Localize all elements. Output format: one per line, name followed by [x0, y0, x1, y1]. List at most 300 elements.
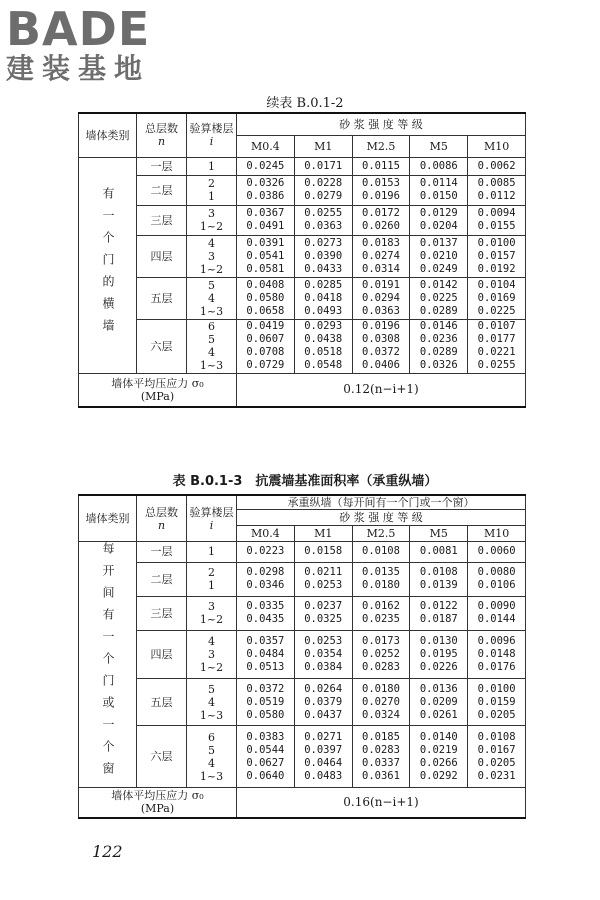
calc-floor: 1~3	[199, 769, 224, 783]
value: 0.0235	[362, 613, 400, 626]
value: 0.0326	[246, 177, 285, 189]
value: 0.0493	[304, 304, 343, 317]
value-cell	[294, 319, 352, 373]
value: 0.0210	[419, 249, 458, 262]
value: 0.0245	[246, 159, 285, 172]
grade-header: M10	[468, 135, 526, 157]
value: 0.0541	[246, 249, 285, 262]
value: 0.0464	[304, 756, 343, 769]
value: 0.0136	[419, 682, 458, 695]
value: 0.0228	[304, 177, 343, 189]
value: 0.0640	[246, 769, 285, 782]
calc-floor: 6	[208, 320, 215, 333]
data-row	[79, 630, 526, 678]
grade-header: M0.4	[237, 526, 295, 542]
grade-header: M0.4	[237, 135, 295, 157]
value: 0.0386	[246, 190, 285, 202]
value: 0.0260	[362, 220, 400, 232]
calc-floor: 1	[208, 190, 215, 203]
value-cell	[237, 157, 295, 175]
value: 0.0080	[477, 566, 516, 579]
value: 0.0157	[477, 249, 516, 262]
value-cell	[294, 277, 352, 319]
value: 0.0289	[419, 304, 458, 317]
header-calc	[187, 113, 237, 157]
calc-floor: 1~3	[199, 304, 224, 318]
value-cell	[237, 319, 295, 373]
value: 0.0283	[362, 743, 400, 756]
logo	[6, 2, 151, 86]
category-text: 每开间有一个门或一个窗	[101, 542, 115, 784]
data-row	[79, 542, 526, 563]
value: 0.0252	[362, 647, 400, 660]
calc-floor: 5	[208, 682, 215, 696]
value: 0.0081	[419, 545, 458, 558]
value: 0.0100	[477, 682, 516, 695]
value-cell	[352, 630, 410, 678]
value: 0.0196	[362, 320, 400, 332]
value: 0.0237	[304, 600, 343, 613]
floor-label: 四层	[137, 630, 187, 678]
value: 0.0205	[477, 756, 516, 769]
value: 0.0293	[304, 320, 343, 332]
value: 0.0130	[419, 634, 458, 647]
value: 0.0384	[304, 660, 343, 673]
header-floors-symbol: n	[157, 135, 166, 149]
value-cell	[237, 726, 295, 788]
footer-row	[79, 788, 526, 818]
value: 0.0483	[304, 769, 343, 782]
header-category: 墙体类别	[79, 495, 137, 542]
value: 0.0581	[246, 262, 285, 275]
value: 0.0255	[304, 207, 343, 219]
value: 0.0114	[419, 177, 458, 189]
calc-floor: 2	[208, 566, 215, 580]
value: 0.0253	[304, 634, 343, 647]
logo-text: BADE	[6, 2, 151, 56]
value-cell	[468, 175, 526, 205]
header-category: 墙体类别	[79, 113, 137, 157]
calc-floor-cell	[187, 235, 237, 277]
value: 0.0491	[246, 220, 285, 232]
calc-floor: 1~2	[199, 613, 224, 627]
value-cell	[237, 205, 295, 235]
floor-label: 四层	[137, 235, 187, 277]
value-cell	[352, 277, 410, 319]
value: 0.0155	[477, 220, 516, 232]
value-cell	[352, 235, 410, 277]
value: 0.0172	[362, 207, 400, 219]
logo-subtitle: 建装基地	[6, 52, 151, 85]
calc-floor: 4	[208, 756, 215, 770]
header-row	[79, 495, 526, 510]
value: 0.0150	[419, 190, 458, 202]
value-cell	[237, 678, 295, 726]
table1-caption: 续表 B.0.1-2	[266, 96, 344, 111]
value: 0.0438	[304, 333, 343, 345]
value: 0.0266	[419, 756, 458, 769]
value: 0.0484	[246, 647, 285, 660]
value-cell	[294, 157, 352, 175]
data-row	[79, 319, 526, 373]
footer-label-text: 墙体平均压应力 σ₀	[111, 376, 204, 390]
value: 0.0225	[419, 291, 458, 304]
value: 0.0289	[419, 346, 458, 358]
value-cell	[237, 175, 295, 205]
value: 0.0158	[304, 545, 343, 558]
value-cell	[468, 319, 526, 373]
value: 0.0090	[477, 600, 516, 613]
value: 0.0363	[362, 304, 400, 317]
footer-formula: 0.12(n−i+1)	[237, 373, 526, 407]
value: 0.0122	[419, 600, 458, 613]
value: 0.0140	[419, 730, 458, 743]
value: 0.0544	[246, 743, 285, 756]
calc-floor-cell	[187, 562, 237, 596]
value: 0.0112	[477, 190, 516, 202]
value: 0.0285	[304, 278, 343, 291]
value: 0.0255	[477, 359, 516, 371]
value: 0.0094	[477, 207, 516, 219]
footer-unit: (MPa)	[140, 389, 175, 403]
category-cell	[79, 157, 137, 373]
calc-floor: 5	[208, 333, 215, 346]
calc-floor: 2	[208, 177, 215, 190]
header-floors-symbol: n	[157, 518, 166, 532]
value: 0.0129	[419, 207, 458, 219]
header-group: 承重纵墙（每开间有一个门或一个窗）	[237, 495, 526, 510]
value: 0.0324	[362, 708, 400, 721]
calc-floor: 1	[208, 545, 215, 559]
header-calc-label: 验算楼层	[189, 122, 234, 136]
value: 0.0391	[246, 236, 285, 249]
grade-header: M5	[410, 135, 468, 157]
calc-floor-cell	[187, 319, 237, 373]
calc-floor-cell	[187, 596, 237, 630]
value: 0.0383	[246, 730, 285, 743]
value: 0.0357	[246, 634, 285, 647]
value-cell	[237, 562, 295, 596]
calc-floor: 1	[208, 159, 215, 173]
value-cell	[410, 319, 468, 373]
value: 0.0607	[246, 333, 285, 345]
calc-floor: 1~2	[199, 660, 224, 674]
data-row	[79, 678, 526, 726]
header-calc-label: 验算楼层	[189, 505, 234, 519]
value: 0.0264	[304, 682, 343, 695]
value: 0.0335	[246, 600, 285, 613]
value-cell	[352, 562, 410, 596]
value: 0.0337	[362, 756, 400, 769]
value: 0.0325	[304, 613, 343, 626]
value-cell	[410, 205, 468, 235]
value: 0.0196	[362, 190, 400, 202]
value-cell	[410, 175, 468, 205]
calc-floor-cell	[187, 726, 237, 788]
calc-floor: 1~3	[199, 708, 224, 722]
header-floors-label: 总层数	[145, 505, 178, 519]
value-cell	[294, 726, 352, 788]
value: 0.0397	[304, 743, 343, 756]
grade-header: M5	[410, 526, 468, 542]
header-calc-symbol: i	[209, 518, 214, 532]
value-cell	[294, 235, 352, 277]
header-calc	[187, 495, 237, 542]
table2-caption: 表 B.0.1-3 抗震墙基准面积率（承重纵墙）	[172, 474, 438, 489]
value: 0.0279	[304, 190, 343, 202]
value-cell	[352, 205, 410, 235]
footer-label	[79, 373, 237, 407]
value: 0.0180	[362, 682, 400, 695]
calc-floor: 5	[208, 278, 215, 292]
value: 0.0219	[419, 743, 458, 756]
floor-label: 二层	[137, 175, 187, 205]
value: 0.0708	[246, 346, 285, 358]
value: 0.0146	[419, 320, 458, 332]
value-cell	[294, 596, 352, 630]
value: 0.0223	[246, 545, 285, 558]
footer-label	[79, 788, 237, 818]
value: 0.0437	[304, 708, 343, 721]
value: 0.0406	[362, 359, 400, 371]
value: 0.0159	[477, 695, 516, 708]
value: 0.0326	[419, 359, 458, 371]
value: 0.0292	[419, 769, 458, 782]
value-cell	[237, 630, 295, 678]
calc-floor: 6	[208, 730, 215, 744]
value-cell	[294, 630, 352, 678]
value-cell	[352, 596, 410, 630]
value-cell	[410, 157, 468, 175]
value-cell	[410, 562, 468, 596]
value: 0.0173	[362, 634, 400, 647]
data-row	[79, 562, 526, 596]
calc-floor-cell	[187, 630, 237, 678]
value-cell	[410, 235, 468, 277]
value: 0.0195	[419, 647, 458, 660]
value: 0.0236	[419, 333, 458, 345]
value: 0.0142	[419, 278, 458, 291]
data-row	[79, 205, 526, 235]
value-cell	[237, 235, 295, 277]
value-cell	[468, 562, 526, 596]
floor-label: 二层	[137, 562, 187, 596]
value: 0.0261	[419, 708, 458, 721]
value: 0.0379	[304, 695, 343, 708]
calc-floor-cell	[187, 678, 237, 726]
calc-floor: 1~2	[199, 262, 224, 276]
value: 0.0354	[304, 647, 343, 660]
value: 0.0139	[419, 579, 458, 592]
table-b013	[78, 494, 526, 819]
value: 0.0148	[477, 647, 516, 660]
value: 0.0085	[477, 177, 516, 189]
value: 0.0144	[477, 613, 516, 626]
value-cell	[468, 235, 526, 277]
value: 0.0137	[419, 236, 458, 249]
value: 0.0372	[246, 682, 285, 695]
table1-body	[79, 113, 526, 407]
value: 0.0435	[246, 613, 285, 626]
calc-floor: 5	[208, 743, 215, 757]
floor-label: 一层	[137, 157, 187, 175]
value: 0.0185	[362, 730, 400, 743]
header-row	[79, 113, 526, 135]
data-row	[79, 596, 526, 630]
calc-floor: 1~2	[199, 220, 224, 233]
value: 0.0519	[246, 695, 285, 708]
calc-floor: 4	[208, 695, 215, 709]
value: 0.0104	[477, 278, 516, 291]
footer-unit: (MPa)	[140, 802, 175, 816]
calc-floor-cell	[187, 205, 237, 235]
value: 0.0191	[362, 278, 400, 291]
data-row	[79, 726, 526, 788]
calc-floor: 4	[208, 346, 215, 359]
value-cell	[410, 542, 468, 563]
value-cell	[352, 319, 410, 373]
value: 0.0204	[419, 220, 458, 232]
value-cell	[352, 726, 410, 788]
floor-label: 一层	[137, 542, 187, 563]
value-cell	[468, 726, 526, 788]
value: 0.0273	[304, 236, 343, 249]
value: 0.0211	[304, 566, 343, 579]
value-cell	[410, 678, 468, 726]
value-cell	[468, 277, 526, 319]
value: 0.0106	[477, 579, 516, 592]
value: 0.0363	[304, 220, 343, 232]
value: 0.0225	[477, 304, 516, 317]
value: 0.0060	[477, 545, 516, 558]
value: 0.0408	[246, 278, 285, 291]
value: 0.0108	[477, 730, 516, 743]
value: 0.0308	[362, 333, 400, 345]
grade-header: M10	[468, 526, 526, 542]
calc-floor-cell	[187, 277, 237, 319]
data-row	[79, 235, 526, 277]
value: 0.0086	[419, 159, 458, 172]
value: 0.0283	[362, 660, 400, 673]
footer-row	[79, 373, 526, 407]
calc-floor-cell	[187, 175, 237, 205]
table-b012-cont	[78, 112, 526, 408]
value: 0.0249	[419, 262, 458, 275]
value: 0.0096	[477, 634, 516, 647]
value: 0.0231	[477, 769, 516, 782]
header-floors	[137, 113, 187, 157]
category-cell	[79, 542, 137, 788]
data-row	[79, 175, 526, 205]
value: 0.0418	[304, 291, 343, 304]
grade-header: M2.5	[352, 526, 410, 542]
value: 0.0729	[246, 359, 285, 371]
value-cell	[294, 175, 352, 205]
value: 0.0108	[419, 566, 458, 579]
value: 0.0100	[477, 236, 516, 249]
value: 0.0346	[246, 579, 285, 592]
value: 0.0177	[477, 333, 516, 345]
value: 0.0192	[477, 262, 516, 275]
value: 0.0187	[419, 613, 458, 626]
value: 0.0062	[477, 159, 516, 172]
calc-floor: 4	[208, 634, 215, 648]
value-cell	[410, 277, 468, 319]
value-cell	[468, 205, 526, 235]
value: 0.0627	[246, 756, 285, 769]
value-cell	[468, 678, 526, 726]
floor-label: 三层	[137, 596, 187, 630]
value: 0.0367	[246, 207, 285, 219]
value: 0.0205	[477, 708, 516, 721]
value-cell	[352, 175, 410, 205]
value: 0.0274	[362, 249, 400, 262]
floor-label: 五层	[137, 678, 187, 726]
value-cell	[468, 630, 526, 678]
value: 0.0176	[477, 660, 516, 673]
value: 0.0419	[246, 320, 285, 332]
page-number: 122	[92, 842, 123, 861]
grade-header: M1	[294, 526, 352, 542]
footer-label-text: 墙体平均压应力 σ₀	[111, 789, 204, 803]
value-cell	[410, 726, 468, 788]
header-mortar: 砂 浆 强 度 等 级	[237, 113, 526, 135]
value: 0.0162	[362, 600, 400, 613]
value: 0.0209	[419, 695, 458, 708]
value: 0.0580	[246, 291, 285, 304]
value: 0.0298	[246, 566, 285, 579]
value: 0.0271	[304, 730, 343, 743]
header-floors-label: 总层数	[145, 122, 178, 136]
value-cell	[352, 157, 410, 175]
value: 0.0294	[362, 291, 400, 304]
value-cell	[237, 542, 295, 563]
value: 0.0108	[362, 545, 400, 558]
calc-floor: 1	[208, 579, 215, 593]
calc-floor-cell	[187, 542, 237, 563]
value-cell	[352, 678, 410, 726]
calc-floor: 3	[208, 249, 215, 263]
floor-label: 六层	[137, 726, 187, 788]
value: 0.0221	[477, 346, 516, 358]
value: 0.0107	[477, 320, 516, 332]
value: 0.0361	[362, 769, 400, 782]
calc-floor: 3	[208, 647, 215, 661]
value: 0.0548	[304, 359, 343, 371]
header-floors	[137, 495, 187, 542]
value: 0.0513	[246, 660, 285, 673]
value-cell	[468, 157, 526, 175]
data-row	[79, 157, 526, 175]
value: 0.0171	[304, 159, 343, 172]
header-calc-symbol: i	[209, 135, 214, 149]
calc-floor-cell	[187, 157, 237, 175]
value: 0.0169	[477, 291, 516, 304]
value-cell	[468, 596, 526, 630]
value-cell	[294, 205, 352, 235]
value: 0.0226	[419, 660, 458, 673]
floor-label: 三层	[137, 205, 187, 235]
value: 0.0433	[304, 262, 343, 275]
calc-floor: 4	[208, 291, 215, 305]
floor-label: 五层	[137, 277, 187, 319]
value-cell	[410, 630, 468, 678]
value: 0.0390	[304, 249, 343, 262]
value-cell	[294, 678, 352, 726]
value: 0.0153	[362, 177, 400, 189]
value-cell	[237, 277, 295, 319]
value: 0.0314	[362, 262, 400, 275]
